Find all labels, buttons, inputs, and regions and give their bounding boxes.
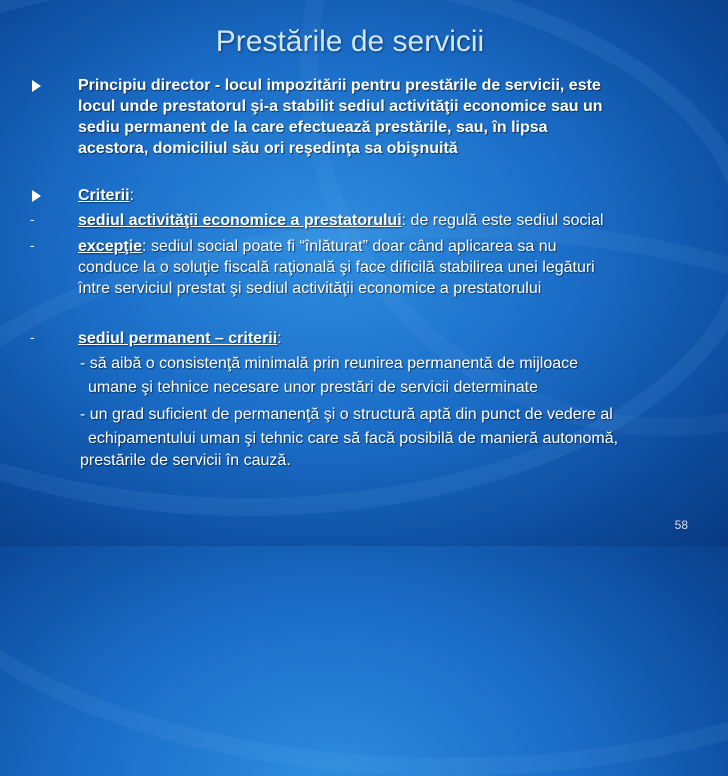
criteria-colon: : bbox=[129, 187, 135, 204]
item2-rest: : sediul social poate fi “înlăturat” doar când aplicarea sa nu bbox=[142, 238, 557, 255]
arrow-bullet-icon bbox=[32, 190, 41, 202]
item2-bold: excepţie bbox=[78, 238, 143, 255]
dash-bullet: - bbox=[30, 237, 35, 253]
item3-bold: sediul permanent – criterii bbox=[78, 330, 278, 347]
sub2-line-1: - un grad suficient de permanenţă şi o structură aptă din punct de vedere al bbox=[80, 406, 613, 423]
sub2-line-3: prestările de servicii în cauză. bbox=[80, 452, 291, 469]
sub1-line-1: - să aibă o consistenţă minimală prin reunirea permanentă de mijloace bbox=[80, 355, 579, 372]
criteria-item-2-line-1 bbox=[78, 236, 557, 257]
item1-bold: sediul activităţii economice a prestatorului bbox=[78, 212, 402, 229]
criteria-heading bbox=[78, 185, 134, 206]
criteria-item-2-line-2: conduce la o soluţie fiscală raţională şi face dificilă stabilirea unei legături bbox=[78, 259, 595, 276]
item3-colon: : bbox=[277, 330, 282, 347]
item1-rest: : de regulă este sediul social bbox=[401, 212, 604, 229]
dash-bullet: - bbox=[30, 211, 35, 227]
dash-bullet: - bbox=[30, 329, 35, 345]
principle-line-2: locul unde prestatorul şi-a stabilit sediul activităţii economice sau un bbox=[78, 98, 603, 115]
sub2-line-2: echipamentului uman şi tehnic care să facă posibilă de manieră autonomă, bbox=[88, 430, 619, 447]
page-number: 58 bbox=[674, 518, 688, 532]
criteria-label: Criterii bbox=[78, 187, 130, 204]
criteria-item-2-line-3: între serviciul prestat şi sediul activităţii economice a prestatorului bbox=[78, 280, 542, 297]
principle-line-3: sediu permanent de la care efectuează prestările, sau, în lipsa bbox=[78, 119, 548, 136]
sub1-line-2: umane şi tehnice necesare unor prestări de servicii determinate bbox=[88, 379, 539, 396]
slide-title: Prestările de servicii bbox=[215, 25, 485, 58]
criteria-item-1 bbox=[78, 210, 604, 231]
principle-line-1: Principiu director - locul impozitării pentru prestările de servicii, este bbox=[78, 77, 601, 94]
principle-line-4: acestora, domiciliul său ori reşedinţa sa obişnuită bbox=[78, 140, 458, 157]
criteria-item-3 bbox=[78, 328, 282, 349]
arrow-bullet-icon bbox=[32, 80, 41, 92]
